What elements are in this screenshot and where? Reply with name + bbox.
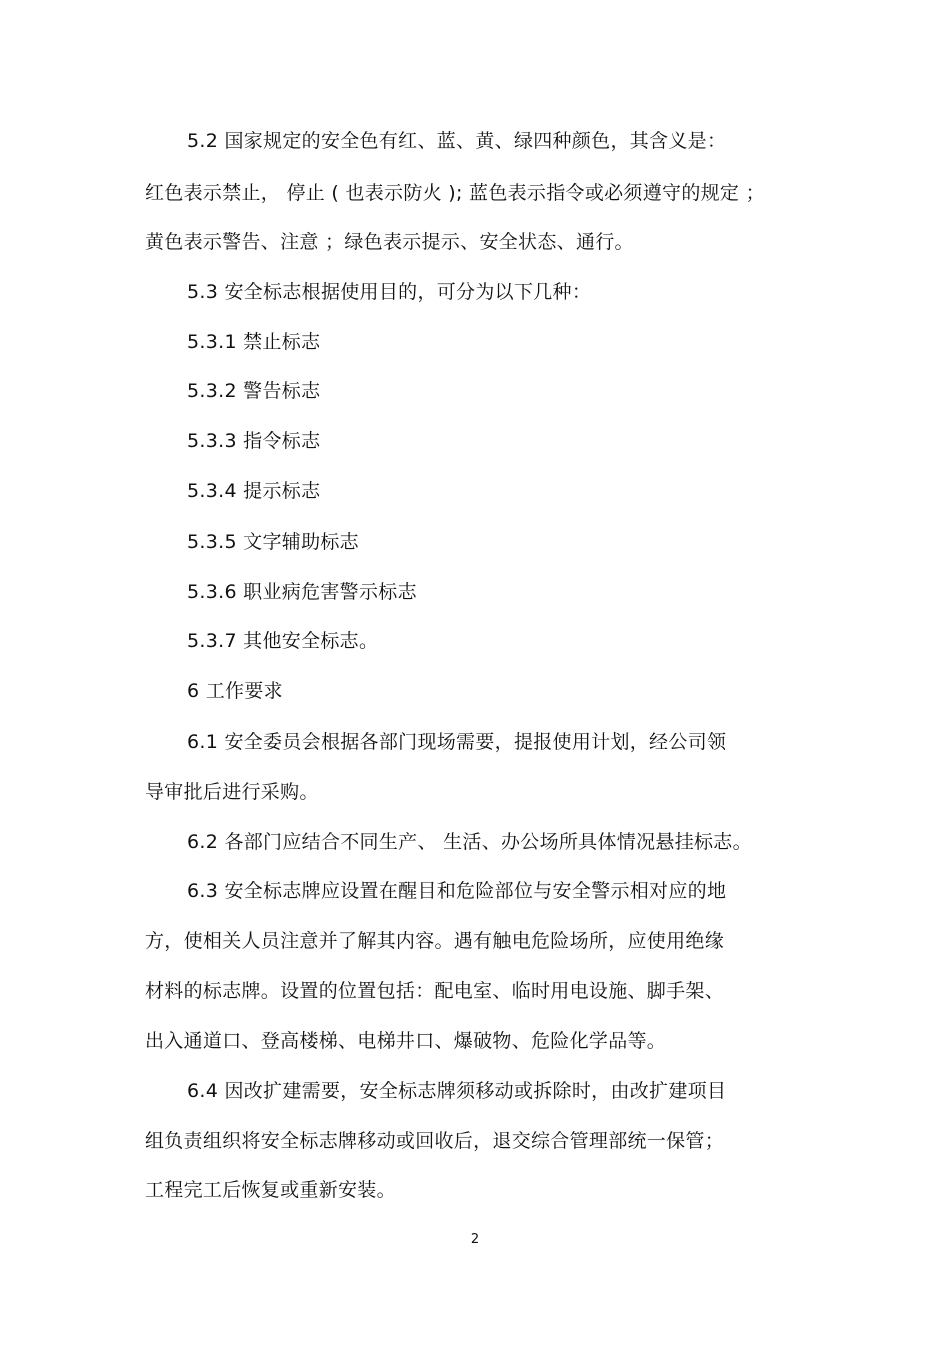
list-item: 5.3.6 职业病危害警示标志 [187, 581, 417, 603]
list-item: 5.3.7 其他安全标志。 [187, 630, 379, 652]
text-line: 6.4 因改扩建需要，安全标志牌须移动或拆除时，由改扩建项目 [187, 1080, 727, 1102]
text-line: 红色表示禁止， 停止 ( 也表示防火 ); 蓝色表示指令或必须遵守的规定 ； [145, 182, 765, 204]
text-line: 5.2 国家规定的安全色有红、蓝、黄、绿四种颜色，其含义是： [187, 130, 727, 152]
text-line: 6.3 安全标志牌应设置在醒目和危险部位与安全警示相对应的地 [187, 880, 727, 902]
text-line: 6.1 安全委员会根据各部门现场需要，提报使用计划，经公司领 [187, 731, 727, 753]
list-item: 5.3.5 文字辅助标志 [187, 531, 359, 553]
text-line: 黄色表示警告、注意 ；绿色表示提示、安全状态、通行。 [145, 231, 634, 253]
page-number: 2 [470, 1232, 480, 1247]
list-item: 5.3.4 提示标志 [187, 480, 321, 502]
text-line: 组负责组织将安全标志牌移动或回收后，退交综合管理部统一保管； [145, 1130, 725, 1152]
list-item: 5.3.2 警告标志 [187, 380, 321, 402]
text-line: 5.3 安全标志根据使用目的，可分为以下几种： [187, 281, 592, 303]
list-item: 5.3.1 禁止标志 [187, 331, 321, 353]
text-line: 材料的标志牌。设置的位置包括：配电室、临时用电设施、脚手架、 [145, 980, 725, 1002]
text-line: 6.2 各部门应结合不同生产、 生活、办公场所具体情况悬挂标志。 [187, 831, 752, 853]
text-line: 方，使相关人员注意并了解其内容。遇有触电危险场所，应使用绝缘 [145, 930, 725, 952]
section-heading: 6 工作要求 [187, 680, 283, 702]
text-line: 工程完工后恢复或重新安装。 [145, 1179, 396, 1201]
text-line: 出入通道口、登高楼梯、电梯井口、爆破物、危险化学品等。 [145, 1030, 667, 1052]
list-item: 5.3.3 指令标志 [187, 430, 321, 452]
text-line: 导审批后进行采购。 [145, 781, 319, 803]
